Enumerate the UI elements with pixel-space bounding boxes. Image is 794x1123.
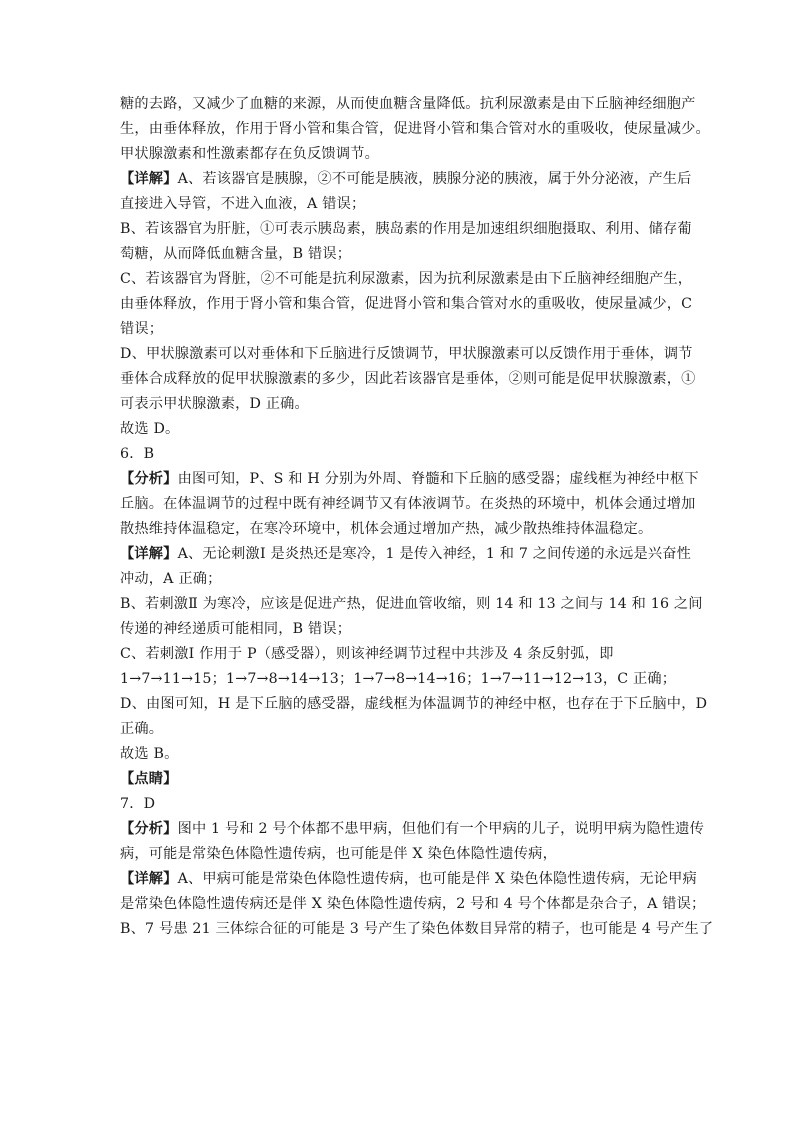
text-line <box>120 367 694 392</box>
text-segment: 散热维持体温稳定，在寒冷环境中，机体会通过增加产热，减少散热维持体温稳定。 <box>120 521 653 537</box>
text-segment: 直接进入导管，不进入血液，A 错误； <box>120 196 366 212</box>
text-segment: 6．B <box>120 446 155 462</box>
text-segment: 萄糖，从而降低血糖含量，B 错误； <box>120 246 352 262</box>
text-line <box>120 217 694 242</box>
text-line <box>120 242 694 267</box>
text-segment: B、若该器官为肝脏，①可表示胰岛素，胰岛素的作用是加速组织细胞摄取、利用、储存葡 <box>120 221 692 237</box>
text-line <box>120 917 714 942</box>
text-line <box>120 892 706 917</box>
text-line <box>120 767 694 792</box>
text-line <box>120 292 694 317</box>
text-segment: 7．D <box>120 796 156 812</box>
text-line <box>120 117 710 142</box>
text-line <box>120 617 694 642</box>
text-segment: A、甲病可能是常染色体隐性遗传病，也可能是伴 X 染色体隐性遗传病，无论甲病 <box>177 871 697 887</box>
text-segment: 正确。 <box>120 721 164 737</box>
text-line <box>120 267 694 292</box>
text-segment: B、7 号患 21 三体综合征的可能是 3 号产生了染色体数目异常的精子，也可能是 4 号产生了 <box>120 921 714 937</box>
text-segment: 病，可能是常染色体隐性遗传病，也可能是伴 X 染色体隐性遗传病， <box>120 846 557 862</box>
text-segment: 甲状腺激素和性激素都存在负反馈调节。 <box>120 146 379 162</box>
text-line <box>120 517 694 542</box>
text-line <box>120 142 694 167</box>
text-segment: C、若刺激Ⅰ 作用于 P（感受器），则该神经调节过程中共涉及 4 条反射弧，即 <box>120 646 614 662</box>
section-label: 【分析】 <box>120 471 178 487</box>
text-line <box>120 467 699 492</box>
text-line <box>120 692 708 717</box>
text-line <box>120 842 694 867</box>
text-segment: 故选 D。 <box>120 421 180 437</box>
text-line <box>120 567 694 592</box>
section-label: 【点睛】 <box>120 771 178 787</box>
text-segment: 由图可知，P、S 和 H 分别为外周、脊髓和下丘脑的感受器；虚线框为神经中枢下 <box>177 471 699 487</box>
text-line <box>120 667 694 692</box>
text-line <box>120 742 694 767</box>
text-segment: 生，由垂体释放，作用于肾小管和集合管，促进肾小管和集合管对水的重吸收，使尿量减少。 <box>120 121 710 137</box>
text-line <box>120 492 694 517</box>
text-line <box>120 392 694 417</box>
text-line <box>120 192 694 217</box>
text-line <box>120 92 694 117</box>
text-segment: 糖的去路，又减少了血糖的来源，从而使血糖含量降低。抗利尿激素是由下丘脑神经细胞产 <box>120 96 696 112</box>
section-label: 【分析】 <box>120 821 178 837</box>
text-line <box>120 417 694 442</box>
text-line <box>120 342 694 367</box>
text-line <box>120 867 697 892</box>
text-segment: A、无论刺激Ⅰ 是炎热还是寒冷，1 是传入神经，1 和 7 之间传递的永远是兴奋性 <box>177 546 692 562</box>
text-segment: 错误； <box>120 321 164 337</box>
text-line <box>120 642 694 667</box>
text-segment: 丘脑。在体温调节的过程中既有神经调节又有体液调节。在炎热的环境中，机体会通过增加 <box>120 496 696 512</box>
text-segment: D、甲状腺激素可以对垂体和下丘脑进行反馈调节，甲状腺激素可以反馈作用于垂体，调节 <box>120 346 693 362</box>
text-segment: 1→7→11→15；1→7→8→14→13；1→7→8→14→16；1→7→11→12→13，C 正确； <box>120 671 677 687</box>
text-line <box>120 717 694 742</box>
text-segment: 可表示甲状腺激素，D 正确。 <box>120 396 309 412</box>
text-segment: 由垂体释放，作用于肾小管和集合管，促进肾小管和集合管对水的重吸收，使尿量减少，C <box>120 296 693 312</box>
text-segment: 传递的神经递质可能相同，B 错误； <box>120 621 352 637</box>
text-segment: 图中 1 号和 2 号个体都不患甲病，但他们有一个甲病的儿子，说明甲病为隐性遗传 <box>177 821 705 837</box>
text-line <box>120 542 694 567</box>
text-segment: A、若该器官是胰腺，②不可能是胰液，胰腺分泌的胰液，属于外分泌液，产生后 <box>177 171 692 187</box>
text-line <box>120 167 694 192</box>
text-segment: B、若刺激Ⅱ 为寒冷，应该是促进产热，促进血管收缩，则 14 和 13 之间与 14 和 16 之间 <box>120 596 703 612</box>
section-label: 【详解】 <box>120 546 178 562</box>
section-label: 【详解】 <box>120 171 178 187</box>
text-line <box>120 442 694 467</box>
text-line <box>120 792 694 817</box>
document-page <box>120 92 714 942</box>
text-segment: 是常染色体隐性遗传病还是伴 X 染色体隐性遗传病，2 号和 4 号个体都是杂合子，A 错误； <box>120 896 706 912</box>
text-line <box>120 592 703 617</box>
text-segment: 冲动，A 正确； <box>120 571 222 587</box>
text-segment: 故选 B。 <box>120 746 179 762</box>
text-line <box>120 317 694 342</box>
section-label: 【详解】 <box>120 871 178 887</box>
text-segment: 垂体合成释放的促甲状腺激素的多少，因此若该器官是垂体，②则可能是促甲状腺激素，① <box>120 371 696 387</box>
text-segment: C、若该器官为肾脏，②不可能是抗利尿激素，因为抗利尿激素是由下丘脑神经细胞产生， <box>120 271 693 287</box>
text-segment: D、由图可知，H 是下丘脑的感受器，虚线框为体温调节的神经中枢，也存在于下丘脑中，D <box>120 696 708 712</box>
text-line <box>120 817 705 842</box>
